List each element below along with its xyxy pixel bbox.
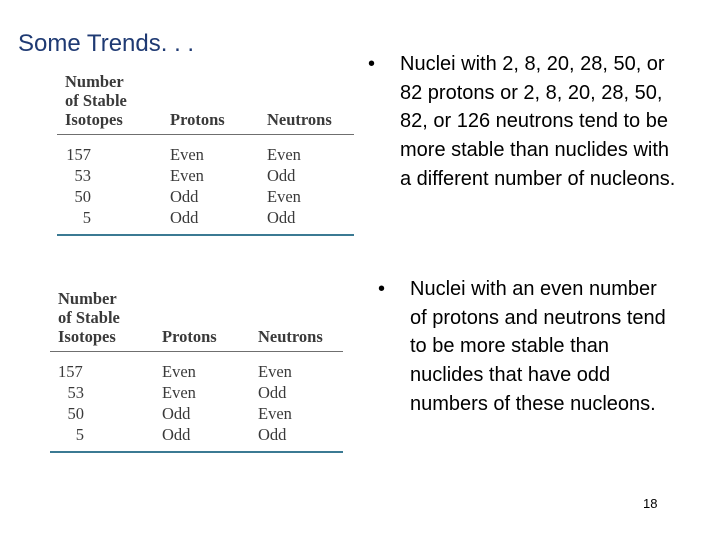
neutrons-parity: Odd bbox=[258, 425, 287, 444]
header-divider bbox=[50, 351, 343, 352]
neutrons-parity: Odd bbox=[258, 383, 287, 402]
stable-isotopes-table-1 bbox=[57, 72, 354, 240]
protons-header: Protons bbox=[162, 327, 217, 346]
neutrons-parity: Even bbox=[267, 145, 301, 164]
bullet-text: Nuclei with an even number of protons and neutrons tend to be more stable than nuclides that have odd numbers of these nucleons. bbox=[410, 278, 666, 415]
bullet-text: Nuclei with 2, 8, 20, 28, 50, or 82 protons or 2, 8, 20, 28, 50, 82, or 126 neutrons tend to be more stable than nuclides with a different number of nucleons. bbox=[400, 53, 676, 190]
isotopes-header bbox=[65, 72, 127, 129]
neutrons-parity: Even bbox=[258, 404, 292, 423]
isotopes-header-line: of Stable bbox=[65, 91, 127, 110]
neutrons-parity: Odd bbox=[267, 208, 296, 227]
protons-parity: Even bbox=[162, 362, 196, 381]
table-bottom-rule bbox=[50, 451, 343, 453]
isotopes-header bbox=[58, 289, 120, 346]
neutrons-parity: Odd bbox=[267, 166, 296, 185]
header-divider bbox=[57, 134, 354, 135]
neutrons-parity: Even bbox=[267, 187, 301, 206]
isotopes-header-line: Number bbox=[65, 72, 124, 91]
protons-parity: Even bbox=[170, 145, 204, 164]
protons-parity: Even bbox=[162, 383, 196, 402]
neutrons-parity: Even bbox=[258, 362, 292, 381]
isotope-count: 5 bbox=[75, 425, 84, 444]
page-number: 18 bbox=[643, 496, 658, 511]
neutrons-header: Neutrons bbox=[267, 110, 332, 129]
isotope-count: 157 bbox=[58, 362, 83, 381]
isotopes-header-line: Number bbox=[58, 289, 117, 308]
isotope-count: 50 bbox=[67, 404, 84, 423]
protons-parity: Odd bbox=[162, 425, 191, 444]
protons-header: Protons bbox=[170, 110, 225, 129]
isotope-count: 53 bbox=[74, 166, 91, 185]
bullet-marker: • bbox=[368, 53, 376, 75]
isotope-count: 50 bbox=[74, 187, 91, 206]
protons-parity: Odd bbox=[170, 187, 199, 206]
protons-parity: Even bbox=[170, 166, 204, 185]
table-bottom-rule bbox=[57, 234, 354, 236]
neutrons-header: Neutrons bbox=[258, 327, 323, 346]
isotopes-header-line: Isotopes bbox=[58, 327, 116, 346]
slide-title: Some Trends. . . bbox=[18, 30, 195, 57]
bullet-marker: • bbox=[378, 278, 386, 300]
isotope-count: 53 bbox=[67, 383, 84, 402]
stable-isotopes-table-2 bbox=[50, 289, 343, 457]
isotope-count: 5 bbox=[82, 208, 91, 227]
isotope-count: 157 bbox=[66, 145, 91, 164]
protons-parity: Odd bbox=[162, 404, 191, 423]
protons-parity: Odd bbox=[170, 208, 199, 227]
isotopes-header-line: Isotopes bbox=[65, 110, 123, 129]
isotopes-header-line: of Stable bbox=[58, 308, 120, 327]
